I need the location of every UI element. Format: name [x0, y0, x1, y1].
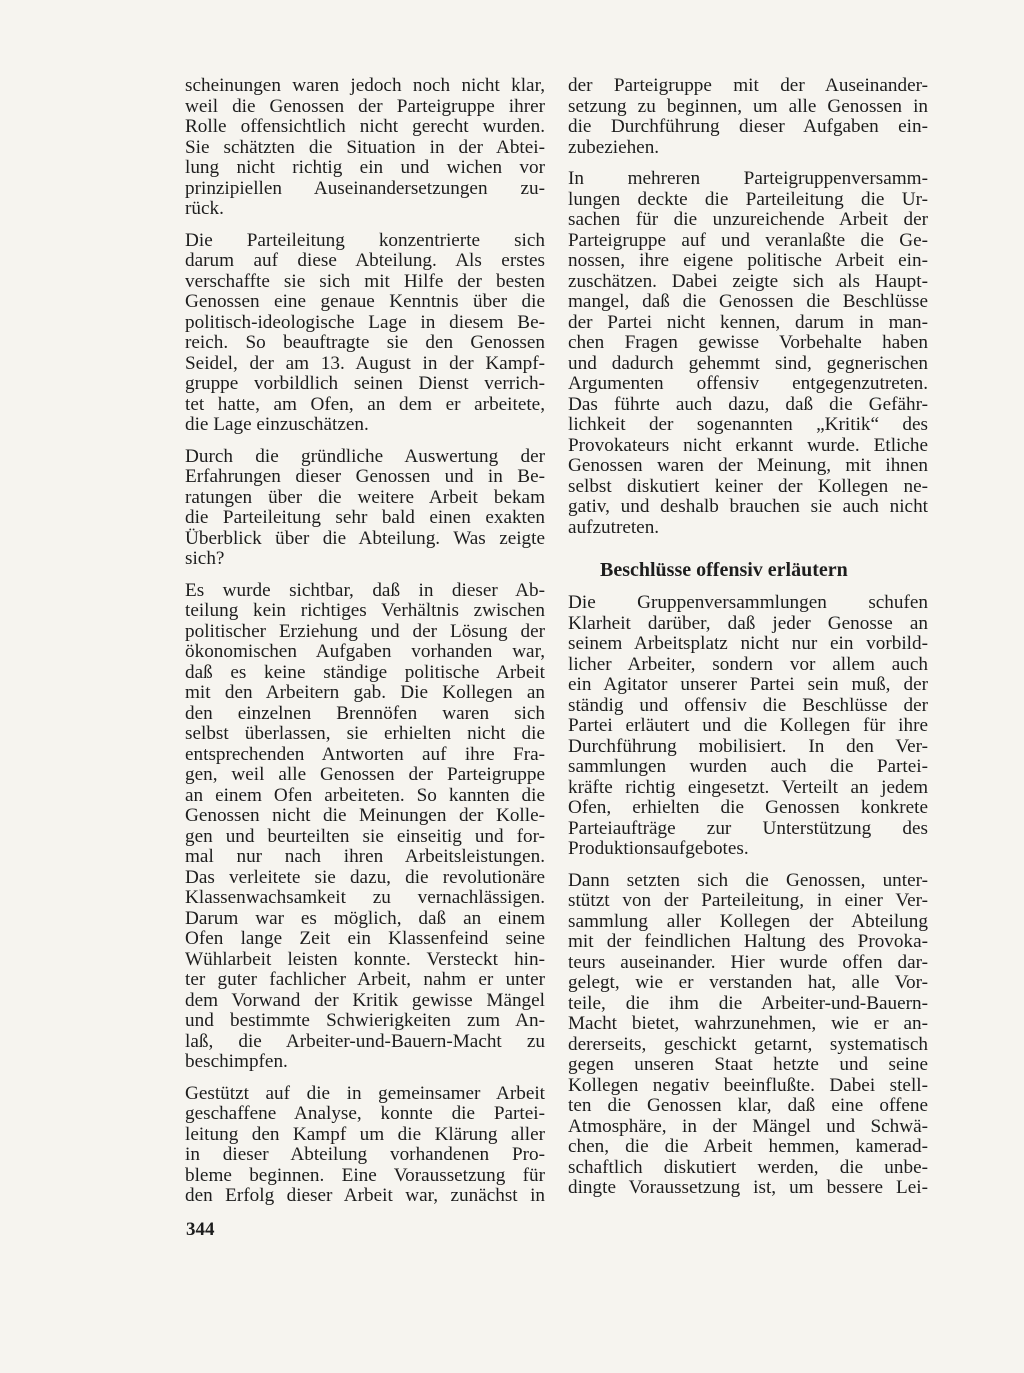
- paragraph: [568, 871, 928, 1199]
- text-line: gativ, und deshalb brauchen sie auch nicht: [568, 496, 928, 517]
- paragraph: [568, 593, 928, 860]
- text-line: Sie schätzten die Situation in der Abtei-: [185, 136, 545, 158]
- text-line: verschaffte sie sich mit Hilfe der besten: [185, 270, 545, 292]
- left-column: [185, 76, 545, 1207]
- text-line: prinzipiellen Auseinandersetzungen zu-: [185, 177, 545, 199]
- text-line: rück.: [185, 198, 224, 219]
- text-line: Erfahrungen dieser Genossen und in Be-: [185, 466, 545, 487]
- text-line: die Lage einzuschätzen.: [185, 414, 369, 435]
- text-line: Klarheit darüber, daß jeder Genosse an: [568, 612, 928, 634]
- text-line: der Partei nicht kennen, darum in man-: [568, 311, 928, 333]
- text-line: mal nur nach ihren Arbeitsleistungen.: [185, 846, 545, 867]
- text-line: Durchführung mobilisiert. In den Ver-: [568, 735, 928, 757]
- text-line: Wühlarbeit leisten konnte. Versteckt hin-: [185, 948, 545, 970]
- text-line: Rolle offensichtlich nicht gerecht wurden.: [185, 116, 545, 137]
- text-line: Klassenwachsamkeit zu vernachlässigen.: [185, 887, 545, 908]
- text-line: gen und beurteilten sie einseitig und for-: [185, 825, 545, 847]
- text-line: Partei erläutert und die Kollegen für ihre: [568, 715, 928, 736]
- text-line: aufzutreten.: [568, 516, 660, 538]
- text-line: ratungen über die weitere Arbeit bekam: [185, 486, 545, 508]
- text-line: gegen unseren Staat hetzte und seine: [568, 1054, 928, 1075]
- text-line: ter guter fachlicher Arbeit, nahm er unter: [185, 969, 545, 990]
- text-line: schaftlich diskutiert werden, die unbe-: [568, 1156, 928, 1178]
- text-line: Argumenten offensiv entgegenzutreten.: [568, 373, 928, 394]
- text-line: selbst überlassen, sie erhielten nicht die: [185, 723, 545, 744]
- text-line: bleme beginnen. Eine Voraussetzung für: [185, 1164, 545, 1186]
- text-line: Die Parteileitung konzentrierte sich: [185, 229, 545, 251]
- text-line: ökonomischen Aufgaben vorhanden war,: [185, 641, 545, 662]
- text-line: Genossen eine genaue Kenntnis über die: [185, 291, 545, 312]
- text-line: Parteiaufträge zur Unterstützung des: [568, 817, 928, 839]
- text-line: Das führte auch dazu, daß die Gefähr-: [568, 393, 928, 415]
- text-line: lung nicht richtig ein und wichen vor: [185, 157, 545, 178]
- text-line: lungen deckte die Parteileitung die Ur-: [568, 188, 928, 210]
- text-line: teile, die ihm die Arbeiter-und-Bauern-: [568, 992, 928, 1014]
- text-line: Kollegen negativ beeinflußte. Dabei stell-: [568, 1074, 928, 1096]
- text-line: Ofen lange Zeit ein Klassenfeind seine: [185, 928, 545, 949]
- text-line: und dadurch gehemmt sind, gegnerischen: [568, 352, 928, 374]
- text-line: Gestützt auf die in gemeinsamer Arbeit: [185, 1082, 545, 1104]
- text-line: weil die Genossen der Parteigruppe ihrer: [185, 95, 545, 117]
- text-line: zubeziehen.: [568, 136, 660, 158]
- text-line: daß es keine ständige politische Arbeit: [185, 661, 545, 683]
- text-line: Überblick über die Abteilung. Was zeigte: [185, 527, 545, 549]
- text-line: tet hatte, am Ofen, an dem er arbeitete,: [185, 393, 545, 415]
- text-line: der Parteigruppe mit der Auseinander-: [568, 75, 928, 96]
- text-line: nossen, ihre eigene politische Arbeit ein-: [568, 250, 928, 271]
- text-line: mangel, daß die Genossen die Beschlüsse: [568, 291, 928, 312]
- text-line: Macht bietet, wahrzunehmen, wie er an-: [568, 1013, 928, 1034]
- text-line: dererseits, geschickt getarnt, systematisch: [568, 1033, 928, 1055]
- text-line: an einem Ofen arbeiteten. So kannten die: [185, 784, 545, 806]
- text-line: teilung kein richtiges Verhältnis zwischen: [185, 600, 545, 621]
- text-line: scheinungen waren jedoch noch nicht klar,: [185, 75, 545, 96]
- text-line: Parteigruppe auf und veranlaßte die Ge-: [568, 229, 928, 251]
- text-line: Seidel, der am 13. August in der Kampf-: [185, 352, 545, 374]
- text-line: Provokateurs nicht erkannt wurde. Etliche: [568, 434, 928, 456]
- text-line: politischer Erziehung und der Lösung der: [185, 620, 545, 642]
- text-line: die Parteileitung sehr bald einen exakten: [185, 507, 545, 528]
- text-line: In mehreren Parteigruppenversamm-: [568, 168, 928, 189]
- text-line: Genossen nicht die Meinungen der Kolle-: [185, 805, 545, 826]
- text-line: Das verleitete sie dazu, die revolutionäre: [185, 866, 545, 888]
- paragraph: [568, 169, 928, 538]
- text-line: und bestimmte Schwierigkeiten zum An-: [185, 1010, 545, 1031]
- text-line: entsprechenden Antworten auf ihre Fra-: [185, 743, 545, 765]
- paragraph: [185, 76, 545, 220]
- text-line: Es wurde sichtbar, daß in dieser Ab-: [185, 579, 545, 601]
- text-line: mit der feindlichen Haltung des Provoka-: [568, 931, 928, 952]
- paragraph: [185, 581, 545, 1073]
- text-line: gelegt, wie er verstanden hat, alle Vor-: [568, 972, 928, 993]
- text-line: ständig und offensiv die Beschlüsse der: [568, 694, 928, 716]
- text-line: gruppe vorbildlich seinen Dienst verrich-: [185, 373, 545, 394]
- text-line: Die Gruppenversammlungen schufen: [568, 592, 928, 613]
- text-line: zuschätzen. Dabei zeigte sich als Haupt-: [568, 270, 928, 292]
- text-line: Darum war es möglich, daß an einem: [185, 907, 545, 929]
- text-line: setzung zu beginnen, um alle Genossen in: [568, 95, 928, 117]
- section-heading: Beschlüsse offensiv erläutern: [600, 559, 848, 581]
- text-line: Atmosphäre, in der Mängel und Schwä-: [568, 1115, 928, 1137]
- text-line: politisch-ideologische Lage in diesem Be-: [185, 311, 545, 333]
- page-number: 344: [186, 1219, 215, 1240]
- paragraph: [568, 76, 928, 158]
- text-line: dingte Voraussetzung ist, um bessere Lei-: [568, 1177, 928, 1198]
- text-line: licher Arbeiter, sondern vor allem auch: [568, 653, 928, 675]
- text-line: Produktionsaufgebotes.: [568, 838, 749, 859]
- text-line: Dann setzten sich die Genossen, unter-: [568, 869, 928, 891]
- text-line: stützt von der Parteileitung, in einer Ver-: [568, 890, 928, 911]
- text-line: lichkeit der sogenannten „Kritik“ des: [568, 414, 928, 435]
- text-line: laß, die Arbeiter-und-Bauern-Macht zu: [185, 1030, 545, 1052]
- text-line: sammlung aller Kollegen der Abteilung: [568, 910, 928, 932]
- paragraph: [185, 231, 545, 436]
- text-line: kräfte richtig eingesetzt. Verteilt an jedem: [568, 776, 928, 798]
- text-line: Genossen waren der Meinung, mit ihnen: [568, 455, 928, 476]
- text-line: den Erfolg dieser Arbeit war, zunächst in: [185, 1185, 545, 1206]
- text-line: chen Fragen gewisse Vorbehalte haben: [568, 332, 928, 353]
- paragraph: [185, 447, 545, 570]
- text-line: darum auf diese Abteilung. Als erstes: [185, 250, 545, 271]
- text-line: reich. So beauftragte sie den Genossen: [185, 332, 545, 353]
- text-line: in dieser Abteilung vorhandenen Pro-: [185, 1144, 545, 1165]
- text-line: chen, die die Arbeit hemmen, kamerad-: [568, 1136, 928, 1157]
- text-line: mit den Arbeitern gab. Die Kollegen an: [185, 682, 545, 703]
- text-line: sammlungen wurden auch die Partei-: [568, 756, 928, 777]
- text-line: ten die Genossen klar, daß eine offene: [568, 1095, 928, 1116]
- text-line: beschimpfen.: [185, 1051, 288, 1072]
- text-line: die Durchführung dieser Aufgaben ein-: [568, 116, 928, 137]
- right-column: [568, 76, 928, 1199]
- text-line: den einzelnen Brennöfen waren sich: [185, 702, 545, 724]
- text-line: seinem Arbeitsplatz nicht nur ein vorbild-: [568, 633, 928, 654]
- paragraph: [185, 1084, 545, 1207]
- text-line: teurs auseinander. Hier wurde offen dar-: [568, 951, 928, 973]
- text-line: sachen für die unzureichende Arbeit der: [568, 209, 928, 230]
- text-line: leitung den Kampf um die Klärung aller: [185, 1123, 545, 1145]
- text-line: sich?: [185, 548, 225, 569]
- text-line: selbst diskutiert keiner der Kollegen ne-: [568, 475, 928, 497]
- text-line: ein Agitator unserer Partei sein muß, der: [568, 674, 928, 695]
- text-line: Durch die gründliche Auswertung der: [185, 445, 545, 467]
- text-line: dem Vorwand der Kritik gewisse Mängel: [185, 989, 545, 1011]
- text-line: Ofen, erhielten die Genossen konkrete: [568, 797, 928, 818]
- text-line: geschaffene Analyse, konnte die Partei-: [185, 1103, 545, 1124]
- text-line: gen, weil alle Genossen der Parteigruppe: [185, 764, 545, 785]
